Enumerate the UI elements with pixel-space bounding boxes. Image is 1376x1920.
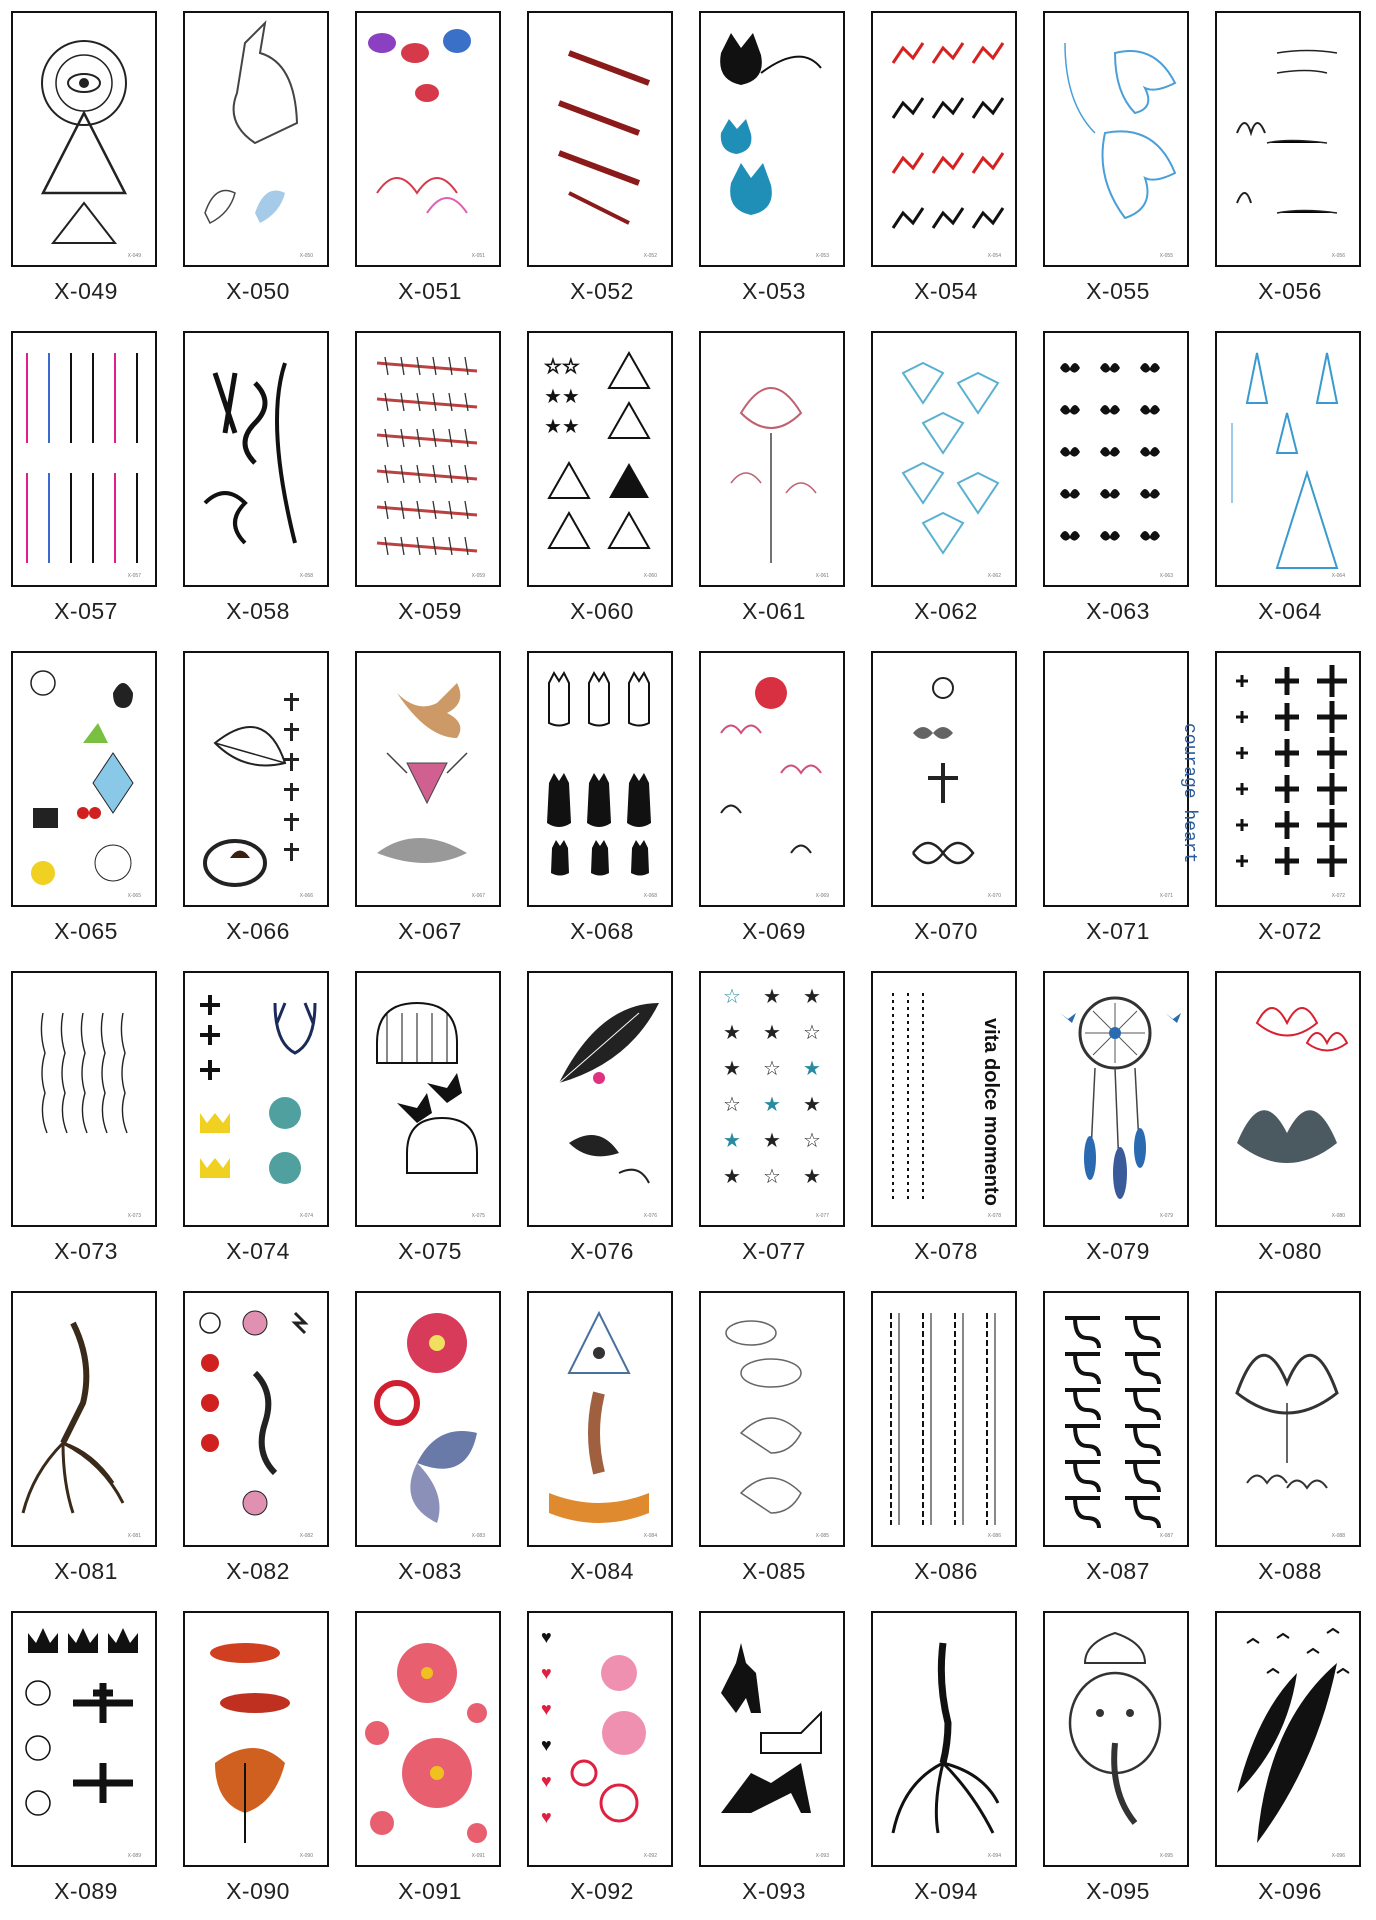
- sticker-code-small: X-096: [1331, 1853, 1345, 1859]
- sticker-code-small: X-070: [987, 893, 1001, 899]
- sticker-code-small: X-060: [643, 573, 657, 579]
- inverted-figure-ink-icon: [873, 1613, 1015, 1865]
- sticker-card: [871, 651, 1017, 907]
- sticker-item: [860, 640, 1032, 960]
- sticker-card: [1043, 971, 1189, 1227]
- sticker-code-small: X-074: [299, 1213, 313, 1219]
- svg-text:♥: ♥: [541, 1699, 552, 1719]
- sticker-label: X-075: [398, 1238, 462, 1264]
- sticker-code-small: X-086: [987, 1533, 1001, 1539]
- sticker-card: [11, 1291, 157, 1547]
- deer-silhouettes-icon: [701, 1613, 843, 1865]
- angel-wings-icon: [1045, 13, 1187, 265]
- sticker-label: X-095: [1086, 1878, 1150, 1904]
- sticker-code-small: X-076: [643, 1213, 657, 1219]
- sticker-code-small: X-091: [471, 1853, 485, 1859]
- svg-text:★: ★: [763, 1094, 781, 1116]
- sticker-item: [1204, 640, 1376, 960]
- sticker-code-small: X-061: [815, 573, 829, 579]
- sticker-code-small: X-092: [643, 1853, 657, 1859]
- sticker-label: X-072: [1258, 918, 1322, 944]
- sticker-card: [355, 11, 501, 267]
- lotus-red-black-icon: [1217, 973, 1359, 1225]
- sticker-code-small: X-065: [127, 893, 141, 899]
- svg-text:★: ★: [803, 1058, 821, 1080]
- feather-cross-icon: [185, 653, 327, 905]
- sticker-code-small: X-078: [987, 1213, 1001, 1219]
- sticker-card: [11, 1611, 157, 1867]
- sticker-card: [871, 1291, 1017, 1547]
- sticker-label: X-067: [398, 918, 462, 944]
- sticker-label: X-083: [398, 1558, 462, 1584]
- sticker-label: X-085: [742, 1558, 806, 1584]
- sticker-card: [1215, 11, 1361, 267]
- sticker-label: X-082: [226, 1558, 290, 1584]
- svg-text:♥: ♥: [541, 1627, 552, 1647]
- feather-fairy-icon: [529, 973, 671, 1225]
- sticker-code-small: X-052: [643, 253, 657, 259]
- sticker-label: X-056: [1258, 278, 1322, 304]
- sticker-label: X-064: [1258, 598, 1322, 624]
- waves-icon: [873, 13, 1015, 265]
- stitched-scar-icon: [357, 333, 499, 585]
- sticker-code-small: X-077: [815, 1213, 829, 1219]
- sticker-label: X-078: [914, 1238, 978, 1264]
- sticker-item: [344, 1280, 516, 1600]
- sticker-label: X-057: [54, 598, 118, 624]
- sticker-item: [344, 960, 516, 1280]
- sticker-label: X-091: [398, 1878, 462, 1904]
- sticker-item: [688, 320, 860, 640]
- svg-text:☆: ☆: [763, 1166, 781, 1188]
- sticker-code-small: X-055: [1159, 253, 1173, 259]
- svg-text:courage heart: courage heart: [1179, 723, 1199, 864]
- sticker-code-small: X-080: [1331, 1213, 1345, 1219]
- sticker-item: [860, 1600, 1032, 1920]
- sticker-card: [11, 971, 157, 1227]
- sanskrit-glyphs-icon: [1045, 1293, 1187, 1545]
- cat-horse-sketch-icon: [701, 1293, 843, 1545]
- sticker-code-small: X-093: [815, 1853, 829, 1859]
- eiffel-tower-icon: [1217, 333, 1359, 585]
- sticker-code-small: X-057: [127, 573, 141, 579]
- cat-silhouette-icon: [701, 13, 843, 265]
- diamond-icon: [873, 333, 1015, 585]
- sticker-label: X-063: [1086, 598, 1150, 624]
- sticker-item: [0, 960, 172, 1280]
- sticker-item: [344, 640, 516, 960]
- sticker-label: X-053: [742, 278, 806, 304]
- sticker-card: [699, 971, 845, 1227]
- sticker-label: X-060: [570, 598, 634, 624]
- sticker-label: X-074: [226, 1238, 290, 1264]
- sticker-code-small: X-075: [471, 1213, 485, 1219]
- eye-triangle-mandala-icon: [13, 13, 155, 265]
- sticker-label: X-052: [570, 278, 634, 304]
- unicorn-icon: [185, 13, 327, 265]
- svg-text:♥: ♥: [541, 1771, 552, 1791]
- sticker-item: [172, 0, 344, 320]
- cute-doodles-icon: [13, 653, 155, 905]
- lotus-ink-icon: [1217, 1293, 1359, 1545]
- word-tattoo-icon: [1045, 653, 1199, 905]
- vertical-script-icon: [873, 973, 1015, 1225]
- stars-moons-icon: [701, 973, 843, 1225]
- antlers-crowns-icon: [185, 973, 327, 1225]
- sticker-label: X-090: [226, 1878, 290, 1904]
- sticker-item: [1032, 960, 1204, 1280]
- handwritten-text-icon: [13, 973, 155, 1225]
- cat-silhouettes-icon: [529, 653, 671, 905]
- sticker-code-small: X-079: [1159, 1213, 1173, 1219]
- sticker-item: [1204, 320, 1376, 640]
- sticker-label: X-068: [570, 918, 634, 944]
- sticker-card: [1043, 651, 1199, 907]
- sticker-item: [1032, 640, 1204, 960]
- sticker-code-small: X-095: [1159, 1853, 1173, 1859]
- svg-text:★: ★: [723, 1166, 741, 1188]
- sticker-item: [516, 1280, 688, 1600]
- sticker-item: [0, 320, 172, 640]
- sticker-item: [516, 640, 688, 960]
- svg-text:★: ★: [723, 1058, 741, 1080]
- sticker-card: [871, 11, 1017, 267]
- svg-text:☆☆: ☆☆: [544, 356, 580, 378]
- sticker-label: X-062: [914, 598, 978, 624]
- sticker-code-small: X-063: [1159, 573, 1173, 579]
- deer-banner-icon: [529, 1293, 671, 1545]
- sticker-card: [1043, 331, 1189, 587]
- rose-lotus-doodles-icon: [701, 653, 843, 905]
- sticker-item: [688, 640, 860, 960]
- sticker-label: X-066: [226, 918, 290, 944]
- sticker-item: [860, 320, 1032, 640]
- sticker-card: [183, 331, 329, 587]
- sticker-item: [172, 320, 344, 640]
- sticker-item: [688, 1280, 860, 1600]
- sticker-item: [860, 1280, 1032, 1600]
- sticker-card: [699, 331, 845, 587]
- svg-text:♥: ♥: [541, 1807, 552, 1827]
- sticker-item: [344, 320, 516, 640]
- sticker-label: X-079: [1086, 1238, 1150, 1264]
- stars-triangles-icon: [529, 333, 671, 585]
- sanskrit-columns-icon: [873, 1293, 1015, 1545]
- sticker-card: [11, 11, 157, 267]
- sticker-code-small: X-084: [643, 1533, 657, 1539]
- birdcage-birds-icon: [357, 973, 499, 1225]
- svg-text:★★: ★★: [544, 416, 580, 438]
- sticker-card: [1043, 11, 1189, 267]
- sticker-item: [1032, 320, 1204, 640]
- lotus-sketch-icon: [701, 333, 843, 585]
- sticker-card: [699, 651, 845, 907]
- sticker-card: [527, 331, 673, 587]
- sticker-code-small: X-094: [987, 1853, 1001, 1859]
- script-text-fairy-icon: [1217, 13, 1359, 265]
- sticker-card: [527, 1611, 673, 1867]
- sticker-item: [1204, 0, 1376, 320]
- sticker-card: [1215, 1611, 1361, 1867]
- sticker-card: [11, 331, 157, 587]
- sticker-code-small: X-085: [815, 1533, 829, 1539]
- sticker-item: [0, 1600, 172, 1920]
- crosses-icon: [1217, 653, 1359, 905]
- sticker-item: [172, 1600, 344, 1920]
- svg-text:vita dolce momento: vita dolce momento: [980, 1018, 1002, 1206]
- sticker-label: X-059: [398, 598, 462, 624]
- sticker-card: [699, 11, 845, 267]
- sticker-label: X-061: [742, 598, 806, 624]
- sticker-card: [183, 971, 329, 1227]
- sticker-item: [0, 0, 172, 320]
- sticker-label: X-054: [914, 278, 978, 304]
- bracelet-lines-icon: [13, 333, 155, 585]
- sticker-item: [688, 0, 860, 320]
- sticker-card: [11, 651, 157, 907]
- sticker-label: X-088: [1258, 1558, 1322, 1584]
- sticker-card: [871, 971, 1017, 1227]
- koi-butterfly-icon: [185, 1613, 327, 1865]
- sticker-code-small: X-058: [299, 573, 313, 579]
- sticker-code-small: X-089: [127, 1853, 141, 1859]
- sticker-card: [183, 1291, 329, 1547]
- sticker-label: X-058: [226, 598, 290, 624]
- sticker-item: [688, 960, 860, 1280]
- sticker-card: [355, 331, 501, 587]
- sticker-code-small: X-049: [127, 253, 141, 259]
- peach-blossom-icon: [357, 1613, 499, 1865]
- sticker-card: [699, 1291, 845, 1547]
- sticker-item: [172, 1280, 344, 1600]
- sticker-code-small: X-072: [1331, 893, 1345, 899]
- sticker-card: [1043, 1291, 1189, 1547]
- sticker-code-small: X-069: [815, 893, 829, 899]
- sticker-code-small: X-062: [987, 573, 1001, 579]
- sticker-label: X-077: [742, 1238, 806, 1264]
- sticker-label: X-055: [1086, 278, 1150, 304]
- sticker-card: [1215, 331, 1361, 587]
- feathers-birds-icon: [1217, 1613, 1359, 1865]
- sticker-label: X-073: [54, 1238, 118, 1264]
- sticker-card: [355, 1291, 501, 1547]
- sticker-code-small: X-066: [299, 893, 313, 899]
- sticker-code-small: X-090: [299, 1853, 313, 1859]
- svg-text:★: ★: [803, 986, 821, 1008]
- sticker-item: [516, 1600, 688, 1920]
- sticker-item: [0, 640, 172, 960]
- sticker-item: [1204, 1280, 1376, 1600]
- sticker-code-small: X-083: [471, 1533, 485, 1539]
- sticker-code-small: X-088: [1331, 1533, 1345, 1539]
- dreamcatcher-icon: [1045, 973, 1187, 1225]
- sticker-code-small: X-067: [471, 893, 485, 899]
- sticker-code-small: X-073: [127, 1213, 141, 1219]
- svg-text:☆: ☆: [723, 986, 741, 1008]
- sticker-code-small: X-068: [643, 893, 657, 899]
- sticker-card: [355, 651, 501, 907]
- svg-text:★: ★: [763, 986, 781, 1008]
- sticker-code-small: X-056: [1331, 253, 1345, 259]
- sticker-item: [172, 640, 344, 960]
- sticker-card: [1215, 651, 1361, 907]
- sticker-card: [355, 1611, 501, 1867]
- svg-text:★: ★: [803, 1094, 821, 1116]
- sticker-card: [183, 651, 329, 907]
- sticker-code-small: X-059: [471, 573, 485, 579]
- sticker-item: [0, 1280, 172, 1600]
- svg-text:★: ★: [803, 1166, 821, 1188]
- svg-text:♥: ♥: [541, 1663, 552, 1683]
- sticker-card: [1215, 1291, 1361, 1547]
- sticker-code-small: X-064: [1331, 573, 1345, 579]
- svg-text:☆: ☆: [803, 1022, 821, 1044]
- sticker-item: [1032, 0, 1204, 320]
- sticker-item: [344, 1600, 516, 1920]
- sticker-label: X-049: [54, 278, 118, 304]
- sticker-card: [527, 651, 673, 907]
- sticker-label: X-071: [1086, 918, 1150, 944]
- sun-butterfly-infinity-icon: [873, 653, 1015, 905]
- sticker-item: [516, 320, 688, 640]
- ganesha-elephant-icon: [1045, 1613, 1187, 1865]
- sticker-card: [183, 11, 329, 267]
- sticker-card: [871, 1611, 1017, 1867]
- sticker-card: [183, 1611, 329, 1867]
- flower-butterfly-icon: [357, 1293, 499, 1545]
- deer-geometric-icon: [357, 653, 499, 905]
- sticker-label: X-084: [570, 1558, 634, 1584]
- sticker-card: [1043, 1611, 1189, 1867]
- sticker-label: X-086: [914, 1558, 978, 1584]
- sticker-label: X-065: [54, 918, 118, 944]
- sticker-label: X-094: [914, 1878, 978, 1904]
- sticker-label: X-080: [1258, 1238, 1322, 1264]
- svg-text:★: ★: [723, 1022, 741, 1044]
- sticker-label: X-093: [742, 1878, 806, 1904]
- sticker-code-small: X-051: [471, 253, 485, 259]
- sticker-label: X-087: [1086, 1558, 1150, 1584]
- sticker-card: [527, 1291, 673, 1547]
- hearts-blossoms-icon: [529, 1613, 671, 1865]
- sticker-item: [1204, 1600, 1376, 1920]
- sticker-card: [527, 11, 673, 267]
- sticker-code-small: X-053: [815, 253, 829, 259]
- sticker-card: [699, 1611, 845, 1867]
- sticker-label: X-051: [398, 278, 462, 304]
- sticker-card: [355, 971, 501, 1227]
- svg-text:☆: ☆: [763, 1058, 781, 1080]
- sticker-code-small: X-054: [987, 253, 1001, 259]
- sticker-label: X-096: [1258, 1878, 1322, 1904]
- sticker-label: X-070: [914, 918, 978, 944]
- svg-text:★: ★: [763, 1022, 781, 1044]
- calligraphy-icon: [185, 333, 327, 585]
- crowns-elephants-planes-icon: [13, 1613, 155, 1865]
- sticker-item: [516, 0, 688, 320]
- sticker-item: [1032, 1600, 1204, 1920]
- sticker-code-small: X-081: [127, 1533, 141, 1539]
- svg-text:☆: ☆: [723, 1094, 741, 1116]
- sticker-label: X-076: [570, 1238, 634, 1264]
- svg-text:★: ★: [723, 1130, 741, 1152]
- sticker-code-small: X-050: [299, 253, 313, 259]
- skull-scorpion-icon: [185, 1293, 327, 1545]
- sticker-card: [1215, 971, 1361, 1227]
- sticker-label: X-081: [54, 1558, 118, 1584]
- inverted-figure-roots-icon: [13, 1293, 155, 1545]
- scar-wound-icon: [529, 13, 671, 265]
- sticker-card: [527, 971, 673, 1227]
- sticker-item: [516, 960, 688, 1280]
- sticker-item: [1032, 1280, 1204, 1600]
- sticker-item: [860, 960, 1032, 1280]
- svg-text:★: ★: [763, 1130, 781, 1152]
- sticker-code-small: X-082: [299, 1533, 313, 1539]
- sticker-code-small: X-087: [1159, 1533, 1173, 1539]
- sticker-item: [688, 1600, 860, 1920]
- sticker-label: X-089: [54, 1878, 118, 1904]
- mustache-icon: [1045, 333, 1187, 585]
- sticker-item: [172, 960, 344, 1280]
- svg-text:★★: ★★: [544, 386, 580, 408]
- lips-lotus-icon: [357, 13, 499, 265]
- sticker-item: [1204, 960, 1376, 1280]
- sticker-label: X-050: [226, 278, 290, 304]
- sticker-code-small: X-071: [1159, 893, 1173, 899]
- sticker-item: [344, 0, 516, 320]
- sticker-label: X-069: [742, 918, 806, 944]
- sticker-item: [860, 0, 1032, 320]
- sticker-card: [871, 331, 1017, 587]
- svg-text:☆: ☆: [803, 1130, 821, 1152]
- sticker-label: X-092: [570, 1878, 634, 1904]
- svg-text:♥: ♥: [541, 1735, 552, 1755]
